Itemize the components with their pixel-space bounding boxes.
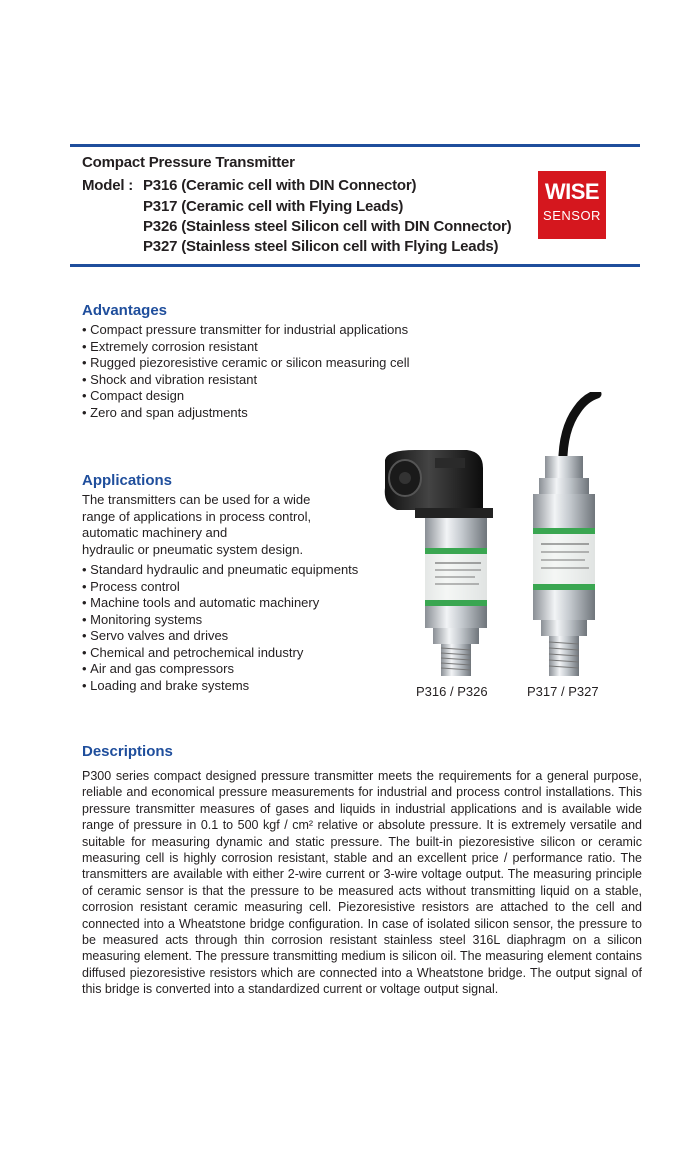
list-item: • Servo valves and drives <box>82 628 358 645</box>
list-item: • Loading and brake systems <box>82 678 358 695</box>
list-item: • Compact pressure transmitter for industrial applications <box>82 322 410 339</box>
logo-line2: SENSOR <box>543 208 601 223</box>
model-prefix: Model : <box>82 177 134 194</box>
list-item: • Air and gas compressors <box>82 661 358 678</box>
applications-heading: Applications <box>82 472 173 489</box>
header-bottom-rule <box>70 264 640 267</box>
model-line-p326: P326 (Stainless steel Silicon cell with DIN Connector) <box>143 218 512 235</box>
intro-line: The transmitters can be used for a wide <box>82 492 311 507</box>
product-image-p317-p327 <box>515 392 615 680</box>
advantages-heading: Advantages <box>82 302 168 319</box>
logo-line1: WISE <box>544 179 600 204</box>
list-item: • Chemical and petrochemical industry <box>82 645 358 662</box>
page-title: Compact Pressure Transmitter <box>82 154 295 171</box>
model-line-p317: P317 (Ceramic cell with Flying Leads) <box>143 198 404 215</box>
list-item: • Zero and span adjustments <box>82 405 410 422</box>
list-item: • Shock and vibration resistant <box>82 372 410 389</box>
list-item: • Rugged piezoresistive ceramic or silicon measuring cell <box>82 355 410 372</box>
descriptions-heading: Descriptions <box>82 743 173 760</box>
header-top-rule <box>70 144 640 147</box>
product-caption-right: P317 / P327 <box>527 684 599 699</box>
model-line-p316: P316 (Ceramic cell with DIN Connector) <box>143 177 417 194</box>
list-item: • Extremely corrosion resistant <box>82 339 410 356</box>
intro-line: hydraulic or pneumatic system design. <box>82 541 304 557</box>
wise-sensor-logo <box>538 171 606 239</box>
descriptions-body: P300 series compact designed pressure transmitter meets the requirements for a general purpose, reliable and economical pressure measurements for industrial and process control installations. This pressure transmitter measures of gases and liquids in industrial applications and is available wide range of pressure in 0.1 to 500 kgf / cm² relative or absolute pressure. It is extremely versatile and suitable for measuring dynamic and static pressure. The built-in piezoresistive silicon or ceramic measuring cell is highly corrosion resistant, stable and an excellent price / performance ratio. The transmitters are available with either 2-wire current or 3-wire voltage output. The measuring principle of ceramic sensor is that the pressure to be measured acts without transmitting liquid on a stable, corrosion resistant ceramic measuring cell. Piezoresistive resistors are attached to the cell and connected into a Wheatstone bridge configuration. In case of isolated silicon sensor, the pressure to be measured acts through thin corrosion resistant stainless steel 316L diaphragm on a silicon measuring element. The pressure transmitting medium is silicon oil. The measuring element contains diffused piezoresistive resistors which are connected into a Wheatstone bridge. The output signal of this bridge is converted into a standardized current or voltage output signal. <box>82 769 642 997</box>
intro-line: automatic machinery and <box>82 525 228 540</box>
model-line-p327: P327 (Stainless steel Silicon cell with Flying Leads) <box>143 238 499 255</box>
advantages-list <box>82 322 410 421</box>
list-item: • Process control <box>82 579 358 596</box>
list-item: • Machine tools and automatic machinery <box>82 595 358 612</box>
list-item: • Standard hydraulic and pneumatic equipments <box>82 562 358 579</box>
list-item: • Compact design <box>82 388 410 405</box>
intro-line: range of applications in process control, <box>82 508 312 524</box>
list-item: • Monitoring systems <box>82 612 358 629</box>
applications-list <box>82 562 358 694</box>
product-image-p316-p326 <box>375 448 505 678</box>
applications-intro <box>82 492 311 558</box>
product-caption-left: P316 / P326 <box>416 684 488 699</box>
